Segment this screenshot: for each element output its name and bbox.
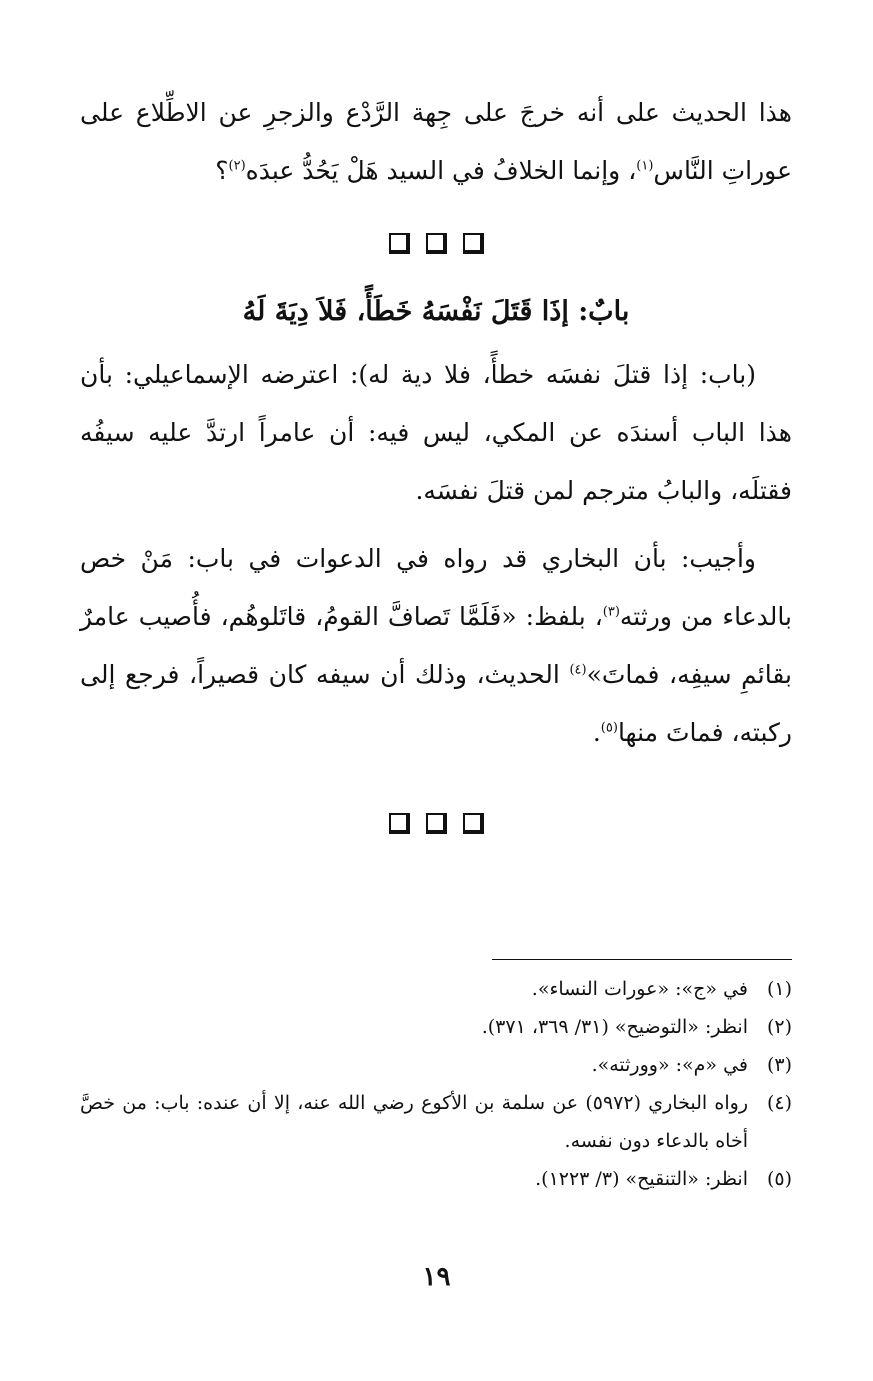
- footnote-separator: [492, 959, 792, 960]
- divider-square-icon: [389, 233, 410, 254]
- divider-square-icon: [463, 233, 484, 254]
- footnote-4: (٤)رواه البخاري (٥٩٧٢) عن سلمة بن الأكوع رضي الله عنه، إلا أن عنده: باب: من خصَّ أخاه بالدعاء دون نفسه.: [80, 1092, 792, 1152]
- footnote-ref-1: (١): [636, 158, 654, 174]
- page-number: ١٩: [422, 1262, 451, 1292]
- divider-square-icon: [463, 813, 484, 834]
- footnote-ref-4: (٤): [569, 662, 587, 678]
- paragraph-3: وأجيب: بأن البخاري قد رواه في الدعوات في باب: مَنْ خص بالدعاء من ورثته$^{(٣)}$، بلفظ: «فَلَمَّا تَصافَّ القومُ، قاتَلوهُم، فأُصيب عامرٌ بقائمِ سيفِه، فماتَ»$^{(٤)}$ الحديث، وذلك أن سيفه كان قصيراً، فرجع إلى ركبته، فماتَ منها$^{(٥)}$.: [80, 544, 792, 747]
- footnote-ref-2: (٢): [228, 158, 246, 174]
- footnote-ref-3: (٣): [602, 604, 620, 620]
- divider-square-icon: [389, 813, 410, 834]
- footnotes: [80, 970, 792, 1198]
- footnote-3: (٣)في «م»: «وورثته».: [591, 1054, 792, 1076]
- footnote-5: (٥)انظر: «التنقيح» (٣/ ١٢٢٣).: [535, 1168, 792, 1190]
- paragraph-1: هذا الحديث على أنه خرجَ على جِهة الرَّدْع والزجرِ عن الاطِّلاع على عوراتِ النَّاس$^{(١)}$، وإنما الخلافُ في السيد هَلْ يَحُدُّ عبدَه$^{(٢)}$؟: [80, 98, 792, 185]
- footnote-1: (١)في «ج»: «عورات النساء».: [531, 978, 792, 1000]
- divider-square-icon: [426, 813, 447, 834]
- footnote-ref-5: (٥): [600, 720, 618, 736]
- paragraph-2: (باب: إذا قتلَ نفسَه خطأً، فلا دية له): اعترضه الإسماعيلي: بأن هذا الباب أسندَه عن المكي، ليس فيه: أن عامراً ارتدَّ عليه سيفُه فقتلَه، والبابُ مترجم لمن قتلَ نفسَه.: [80, 360, 792, 505]
- section-divider: [80, 212, 792, 272]
- section-divider-end: [80, 792, 792, 852]
- chapter-heading: بابٌ: إذَا قَتَلَ نَفْسَهُ خَطَأً، فَلاَ دِيَةَ لَهُ: [242, 296, 630, 327]
- main-text: [80, 84, 792, 864]
- footnote-2: (٢)انظر: «التوضيح» (٣١/ ٣٦٩، ٣٧١).: [481, 1016, 792, 1038]
- divider-square-icon: [426, 233, 447, 254]
